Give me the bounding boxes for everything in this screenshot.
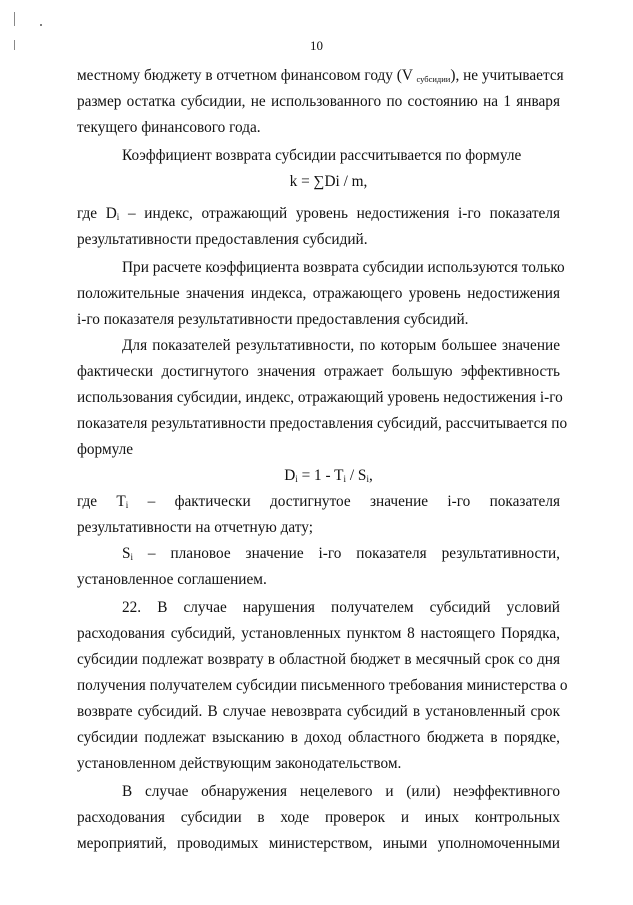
text-line: результативности на отчетную дату; (77, 519, 313, 536)
text-fragment: S (122, 545, 131, 562)
text-fragment: где D (77, 205, 117, 222)
text-line (77, 492, 560, 515)
text-fragment: местному бюджету в отчетном финансовом году (V (77, 67, 417, 84)
subscript: i (130, 552, 134, 562)
text-line: установленное соглашением. (77, 571, 267, 588)
page-number: 10 (310, 38, 323, 53)
text-fragment: ), не учитывается (450, 67, 564, 84)
text-line: результативности предоставления субсидий. (77, 231, 368, 248)
text-fragment: – фактически достигнутое значение i-го показателя (128, 493, 560, 510)
subscript: i (343, 474, 347, 484)
subscript: i (116, 212, 120, 222)
text-line: При расчете коэффициента возврата субсидии используются только (122, 259, 565, 276)
text-fragment: – плановое значение i-го показателя результативности, (133, 545, 560, 562)
text-line: субсидии подлежат возврату в областной бюджет в месячный срок со дня (77, 651, 560, 668)
text-line: размер остатка субсидии, не использованного по состоянию на 1 января (77, 93, 560, 110)
text-line: В случае обнаружения нецелевого и (или) неэффективного (122, 783, 560, 800)
text-line: использования субсидии, индекс, отражающий уровень недостижения i-го (77, 389, 563, 406)
text-fragment: , (368, 467, 373, 484)
text-fragment: / S (346, 467, 367, 484)
text-line: получения получателем субсидии письменного требования министерства о (77, 677, 568, 694)
text-line: мероприятий, проводимых министерством, иными уполномоченными (77, 835, 560, 852)
scan-speck (40, 24, 42, 26)
text-line: Для показателей результативности, по которым большее значение (122, 337, 560, 354)
text-fragment: = 1 - T (297, 467, 344, 484)
text-line: субсидии подлежат взысканию в доход областного бюджета в порядке, (77, 729, 560, 746)
subscript: i (295, 474, 298, 484)
text-line: 22. В случае нарушения получателем субсидий условий (122, 599, 560, 616)
text-line: Коэффициент возврата субсидии рассчитывается по формуле (122, 147, 522, 164)
scan-edge-mark (14, 12, 15, 26)
text-line: формуле (77, 441, 134, 458)
subscript: субсидии (416, 74, 451, 84)
text-fragment: – индекс, отражающий уровень недостижения i-го показателя (119, 205, 560, 222)
subscript: i (366, 474, 369, 484)
formula-k: k = ∑Di / m, (289, 173, 368, 190)
text-fragment: где T (77, 493, 126, 510)
text-line (77, 544, 560, 567)
text-line: расходования субсидий, установленных пунктом 8 настоящего Порядка, (77, 625, 560, 642)
subscript: i (125, 500, 129, 510)
text-line: установленном действующим законодательством. (77, 755, 402, 772)
text-line: i-го показателя результативности предоставления субсидий. (77, 311, 469, 328)
text-line: расходования субсидии в ходе проверок и иных контрольных (77, 809, 560, 826)
text-line: текущего финансового года. (77, 119, 261, 136)
text-line (77, 66, 564, 89)
text-line: возврате субсидий. В случае невозврата субсидий в установленный срок (77, 703, 560, 720)
text-line (77, 204, 560, 227)
text-line: фактически достигнутого значения отражает большую эффективность (77, 363, 560, 380)
text-line: положительные значения индекса, отражающего уровень недостижения (77, 285, 560, 302)
text-fragment: D (284, 467, 296, 484)
formula-di (77, 466, 560, 489)
text-line: показателя результативности предоставления субсидий, рассчитывается по (77, 415, 568, 432)
